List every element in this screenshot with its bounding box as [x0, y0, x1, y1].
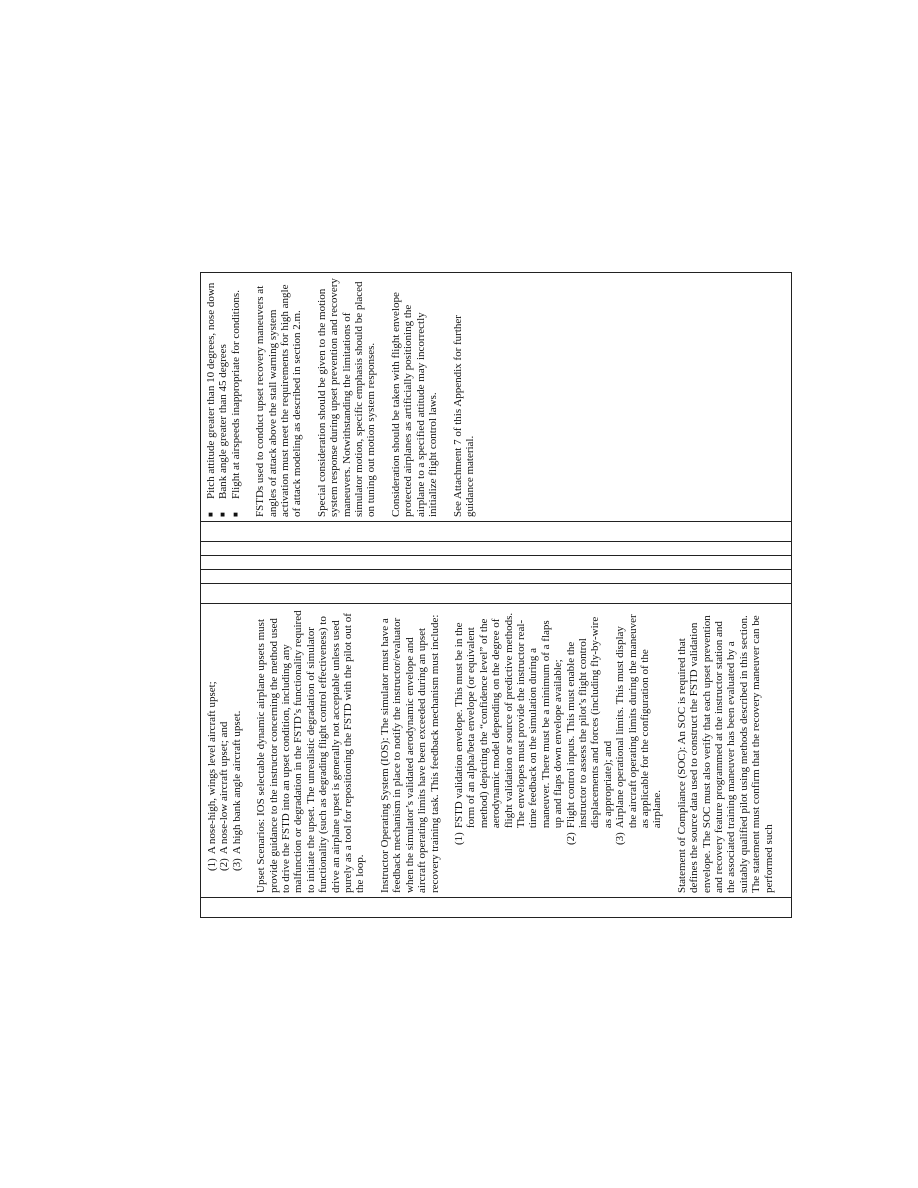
table-cell-empty — [201, 584, 792, 604]
list-item: (3) Airplane operational limits. This must display the aircraft operating limits during the maneuver as applicable for the configuration of the airplane. — [614, 614, 664, 845]
list-item: (1) A nose-high, wings level aircraft upset; — [206, 681, 218, 871]
requirements-cell — [201, 604, 792, 898]
list-item: (2) A nose-low aircraft upset; and — [218, 721, 231, 871]
notes-cell — [201, 273, 792, 522]
list-item: ■ Pitch attitude greater than 10 degrees, nose down — [205, 282, 217, 517]
table-cell-empty — [201, 898, 792, 918]
bullet-icon: ■ — [230, 512, 240, 517]
notes-paragraph: FSTDs used to conduct upset recovery maneuvers at angles of attack above the stall warning system activation must meet the requirements for high angle of attack modeling as described in section 2.m. — [254, 284, 304, 517]
bullet-icon: ■ — [206, 512, 215, 517]
list-item: (3) A high bank angle aircraft upset. — [230, 710, 243, 871]
upset-types-list — [206, 610, 243, 893]
requirements-table — [200, 272, 792, 918]
requirements-table-sheet — [200, 272, 775, 918]
notes-paragraph: Consideration should be taken with flight envelope protected airplanes as artificially positioning the airplane to a specified attitude may incorrectly initialize flight control laws. — [389, 292, 440, 517]
table-row — [201, 273, 792, 918]
notes-paragraph: Special consideration should be given to the motion system response during upset prevention and recovery maneuvers. Notwithstanding the limitations of simulator motion, specific emphasis should be placed on tuning out motion system responses. — [315, 278, 378, 517]
notes-paragraph: See Attachment 7 of this Appendix for further guidance material. — [451, 315, 476, 517]
table-cell-empty — [201, 570, 792, 584]
table-cell-empty — [201, 542, 792, 556]
rotated-page-region — [200, 272, 775, 918]
feedback-mechanism-list — [453, 610, 664, 893]
list-item: ■ Flight at airspeeds inappropriate for conditions. — [229, 290, 242, 517]
table-cell-empty — [201, 556, 792, 570]
ios-paragraph: Instructor Operating System (IOS): The simulator must have a feedback mechanism in place to notify the instructor/evaluator when the simulator’s validated aerodynamic envelope and aircraft operating limits have been exceeded during an upset recovery training task. This feedback mechanism must include: — [378, 614, 441, 893]
list-item: (2) Flight control inputs. This must enable the instructor to assess the pilot’s flight control displacements and forces (including fly-by-wire as appropriate); and — [564, 616, 614, 845]
list-item: (1) FSTD validation envelope. This must be in the form of an alpha/beta envelope (or equivalent method) depicting the “confidence level” of the aerodynamic model depending on the degree of flight validation or source of predictive methods. The envelopes must provide the instructor real-time feedback on the simulation during a maneuver. There must be a minimum of a flaps up and flaps down envelope available; — [452, 612, 565, 845]
table-cell-empty — [201, 522, 792, 542]
bullet-icon: ■ — [218, 512, 228, 517]
list-item: ■ Bank angle greater than 45 degrees — [217, 344, 230, 517]
soc-paragraph: Statement of Compliance (SOC): An SOC is required that defines the source data used to construct the FSTD validation envelope. The SOC must also verify that each upset prevention and recovery feature programmed at the instructor station and the associated training maneuver has been evaluated by a suitably qualified pilot using methods described in this section. The statement must confirm that the recovery maneuver can be performed such — [675, 615, 775, 893]
upset-scenarios-paragraph: Upset Scenarios: IOS selectable dynamic airplane upsets must provide guidance to the instructor concerning the method used to drive the FSTD into an upset condition, including any malfunction or degradation in the FSTD’s functionality required to initiate the upset. The unrealistic degradation of simulator functionality (such as degrading flight control effectiveness) to drive an airplane upset is generally not acceptable unless used purely as a tool for repositioning the FSTD with the pilot out of the loop. — [255, 610, 367, 893]
